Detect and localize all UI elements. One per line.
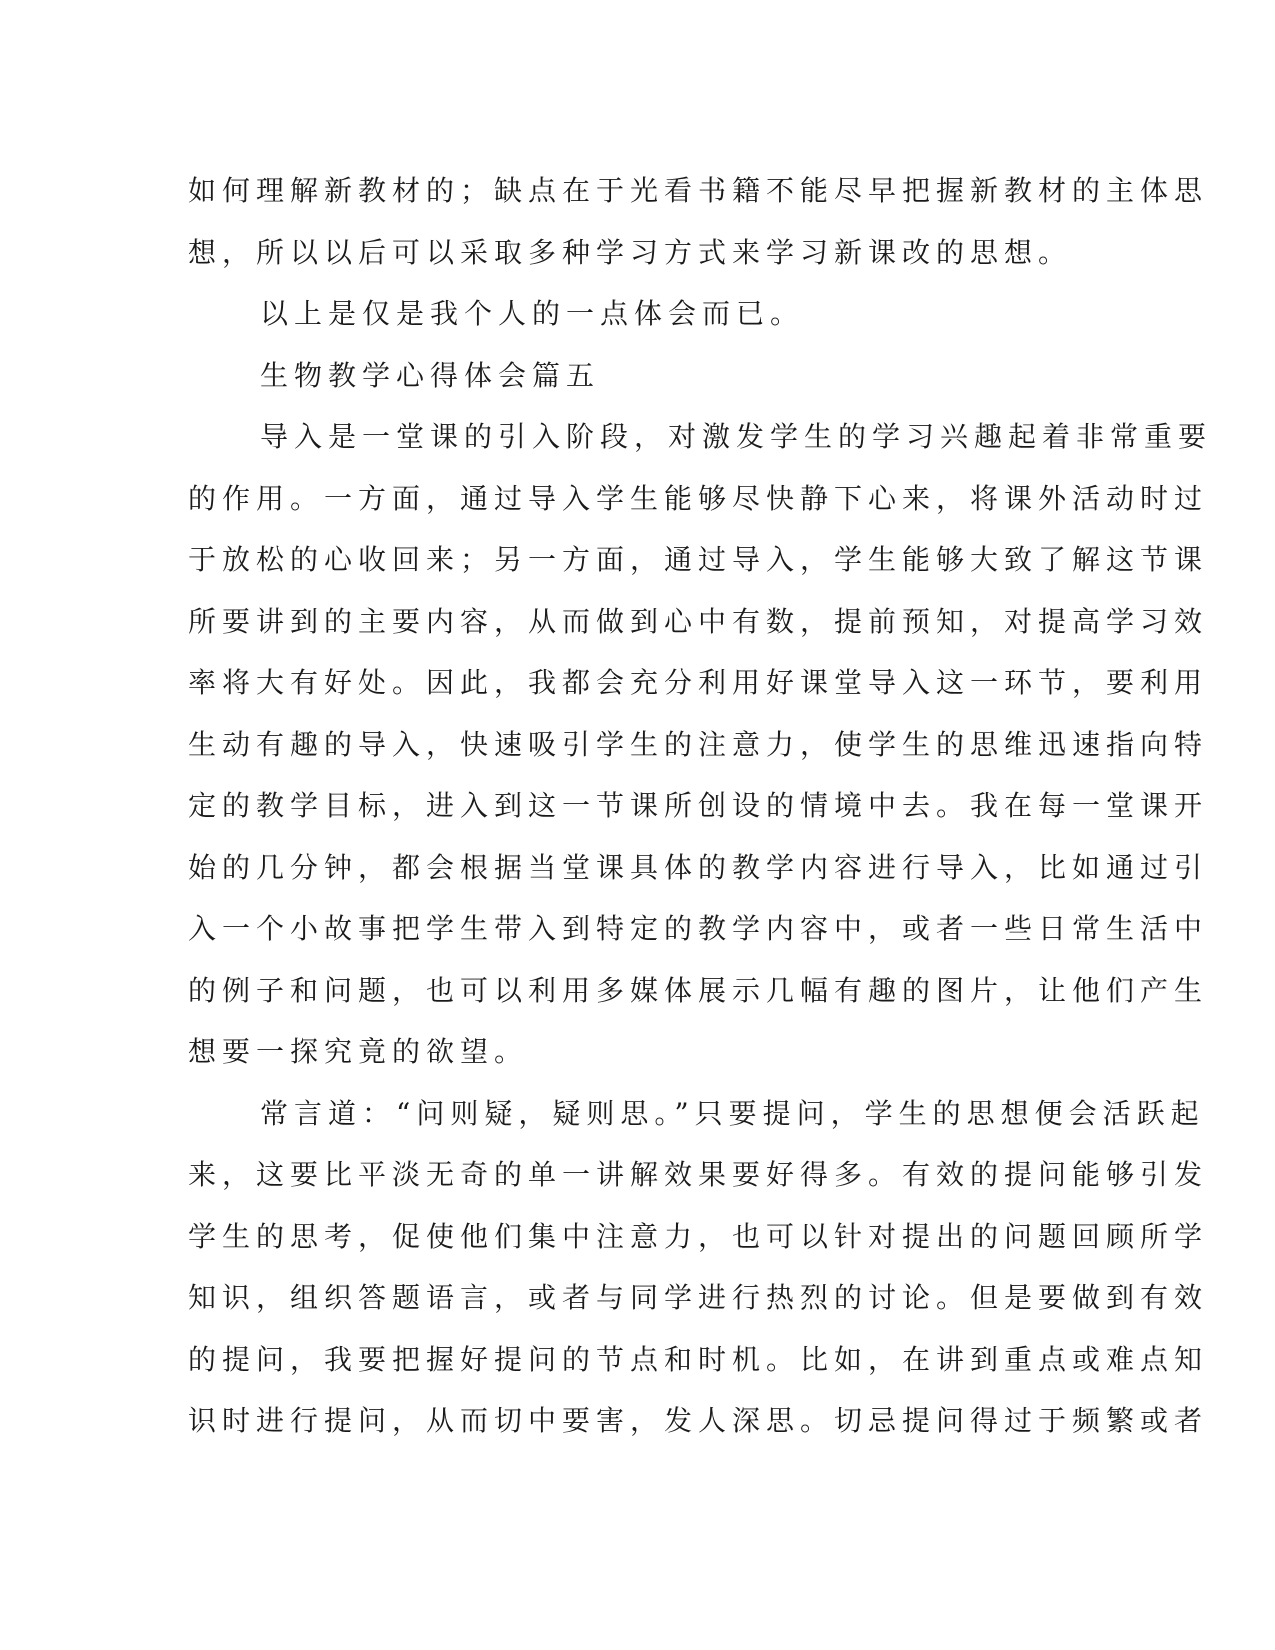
text-line: 的提问，我要把握好提问的节点和时机。比如，在讲到重点或难点知 [188,1342,1209,1376]
text-line: 的例子和问题，也可以利用多媒体展示几幅有趣的图片，让他们产生 [188,973,1209,1007]
text-line: 导入是一堂课的引入阶段，对激发学生的学习兴趣起着非常重要 [260,420,1213,453]
text-line: 的作用。一方面，通过导入学生能够尽快静下心来，将课外活动时过 [188,481,1209,515]
text-line: 来，这要比平淡无奇的单一讲解效果要好得多。有效的提问能够引发 [188,1158,1209,1191]
section-heading: 生物教学心得体会篇五 [260,358,601,392]
text-line: 率将大有好处。因此，我都会充分利用好课堂导入这一环节，要利用 [188,666,1209,699]
text-line: 想要一探究竟的欲望。 [188,1035,529,1068]
text-line: 入一个小故事把学生带入到特定的教学内容中，或者一些日常生活中 [188,912,1209,945]
text-line: 以上是仅是我个人的一点体会而已。 [260,297,805,330]
text-line: 识时进行提问，从而切中要害，发人深思。切忌提问得过于频繁或者 [188,1404,1209,1437]
text-line: 如何理解新教材的；缺点在于光看书籍不能尽早把握新教材的主体思 [188,174,1209,207]
document-body [188,160,1213,1452]
text-line: 于放松的心收回来；另一方面，通过导入，学生能够大致了解这节课 [188,543,1209,576]
text-line: 始的几分钟，都会根据当堂课具体的教学内容进行导入，比如通过引 [188,850,1209,884]
text-line: 学生的思考，促使他们集中注意力，也可以针对提出的问题回顾所学 [188,1219,1209,1253]
text-line: 常言道：“问则疑，疑则思。”只要提问，学生的思想便会活跃起 [260,1096,1205,1130]
text-line: 知识，组织答题语言，或者与同学进行热烈的讨论。但是要做到有效 [188,1281,1209,1314]
text-line: 想，所以以后可以采取多种学习方式来学习新课改的思想。 [188,235,1073,269]
text-line: 定的教学目标，进入到这一节课所创设的情境中去。我在每一堂课开 [188,789,1209,822]
text-line: 所要讲到的主要内容，从而做到心中有数，提前预知，对提高学习效 [188,604,1209,638]
text-line: 生动有趣的导入，快速吸引学生的注意力，使学生的思维迅速指向特 [188,727,1209,761]
